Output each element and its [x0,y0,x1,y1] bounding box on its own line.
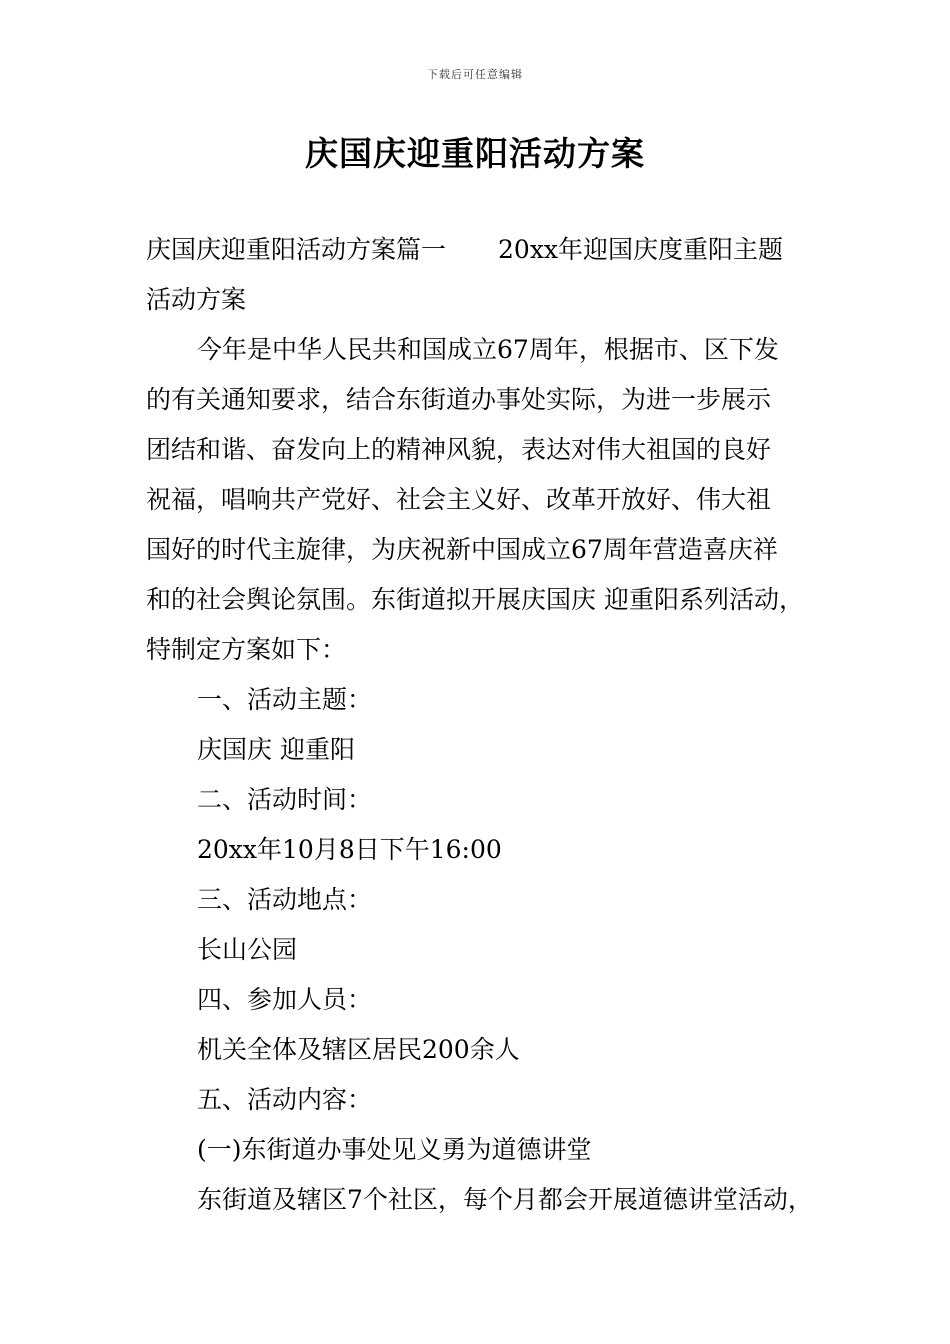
text-line: 东街道及辖区7个社区，每个月都会开展道德讲堂活动， [197,1185,813,1214]
item-heading: 五、活动内容： [197,1085,373,1114]
section-heading: 庆国庆迎重阳活动方案篇一 [146,235,447,264]
text-line: 今年是中华人民共和国成立67周年，根据市、区下发 [197,335,779,364]
item-value: 机关全体及辖区居民200余人 [197,1035,520,1064]
document-body [146,225,836,1225]
text-line: 的有关通知要求，结合东街道办事处实际，为进一步展示 [146,385,772,414]
item-heading: 一、活动主题： [197,685,373,714]
text-line: 活动方案 [146,285,247,314]
sub-item-heading: (一)东街道办事处见义勇为道德讲堂 [197,1135,592,1164]
item-heading: 四、参加人员： [197,985,373,1014]
item-value: 庆国庆 迎重阳 [197,735,355,764]
text-line: 团结和谐、奋发向上的精神风貌，表达对伟大祖国的良好 [146,435,772,464]
text-line: 和的社会舆论氛围。东街道拟开展庆国庆 迎重阳系列活动， [146,585,804,614]
text-line: 祝福，唱响共产党好、社会主义好、改革开放好、伟大祖 [146,485,772,514]
header-note: 下载后可任意编辑 [427,68,523,81]
item-heading: 二、活动时间： [197,785,373,814]
document-title: 庆国庆迎重阳活动方案 [305,134,645,173]
item-heading: 三、活动地点： [197,885,373,914]
text-line [146,225,836,275]
section-subheading: 20xx年迎国庆度重阳主题 [498,235,784,264]
item-value: 20xx年10月8日下午16:00 [197,835,502,864]
text-line: 国好的时代主旋律，为庆祝新中国成立67周年营造喜庆祥 [146,535,778,564]
text-line: 特制定方案如下： [146,635,347,664]
item-value: 长山公园 [197,935,298,964]
